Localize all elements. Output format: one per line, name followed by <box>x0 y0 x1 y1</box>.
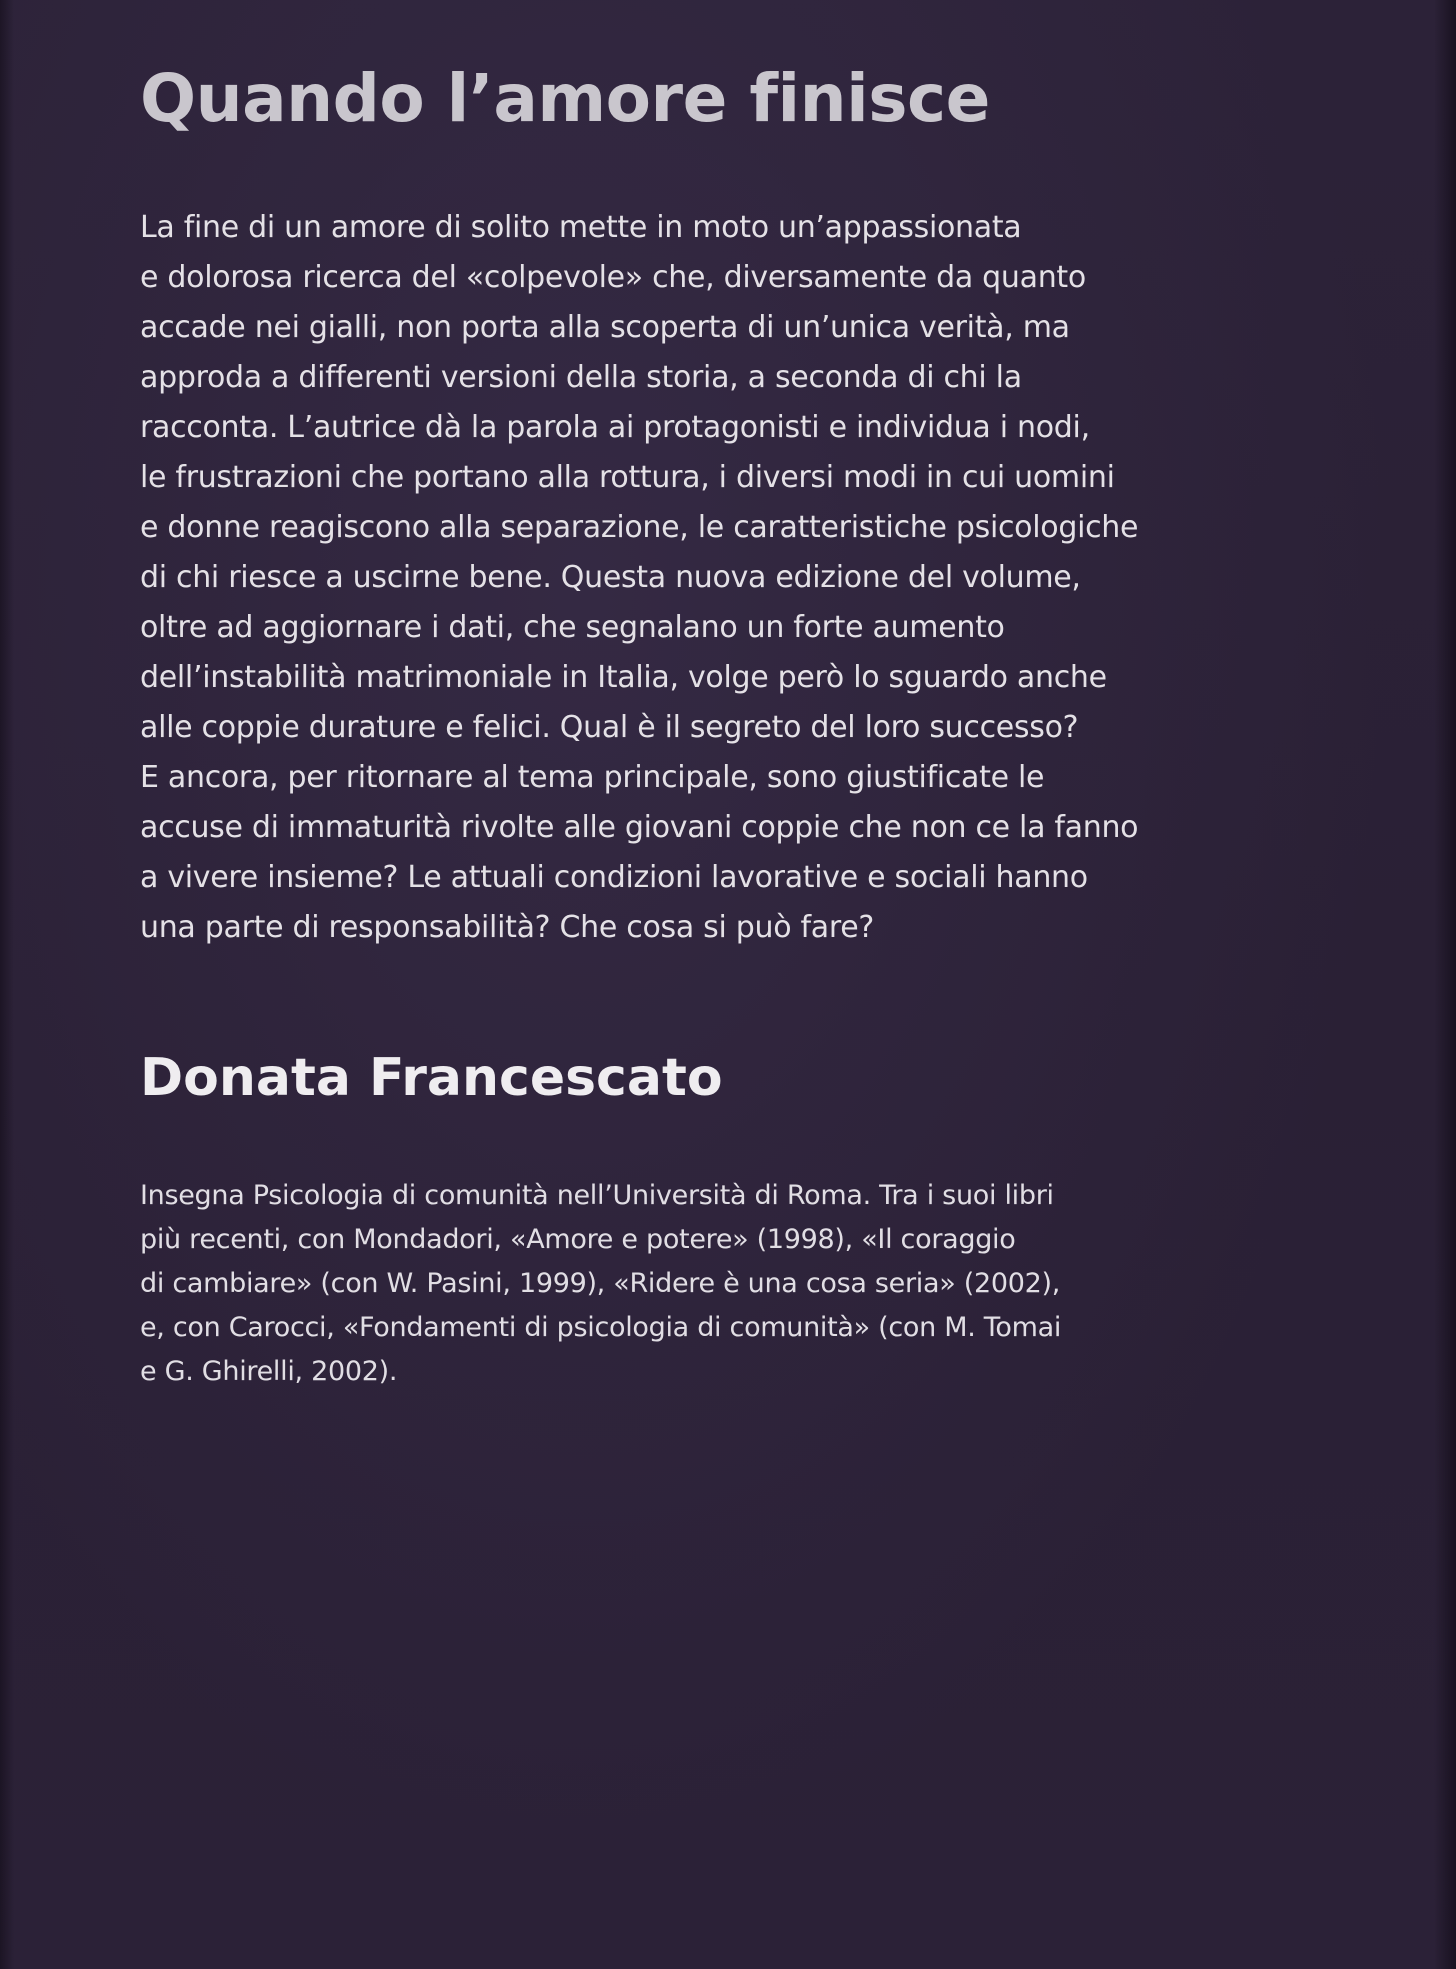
blurb-line: approda a differenti versioni della storia, a seconda di chi la <box>140 360 1022 395</box>
blurb-line: racconta. L’autrice dà la parola ai protagonisti e individua i nodi, <box>140 410 1090 445</box>
blurb-line: una parte di responsabilità? Che cosa si può fare? <box>140 910 875 945</box>
blurb-line: E ancora, per ritornare al tema principale, sono giustificate le <box>140 760 1045 795</box>
blurb-line: e donne reagiscono alla separazione, le caratteristiche psicologiche <box>140 510 1139 545</box>
blurb-line: a vivere insieme? Le attuali condizioni lavorative e sociali hanno <box>140 860 1088 895</box>
blurb-line: alle coppie durature e felici. Qual è il segreto del loro successo? <box>140 710 1079 745</box>
book-title: Quando l’amore finisce <box>140 60 990 137</box>
blurb-line: le frustrazioni che portano alla rottura, i diversi modi in cui uomini <box>140 460 1115 495</box>
cover-right-edge-shadow <box>1434 0 1456 1969</box>
bio-line: più recenti, con Mondadori, «Amore e potere» (1998), «Il coraggio <box>140 1224 1016 1255</box>
bio-line: e, con Carocci, «Fondamenti di psicologia di comunità» (con M. Tomai <box>140 1312 1062 1343</box>
blurb-line: accade nei gialli, non porta alla scoperta di un’unica verità, ma <box>140 310 1070 345</box>
bio-line: e G. Ghirelli, 2002). <box>140 1356 398 1387</box>
blurb-line: e dolorosa ricerca del «colpevole» che, diversamente da quanto <box>140 260 1086 295</box>
blurb-line: oltre ad aggiornare i dati, che segnalano un forte aumento <box>140 610 1005 645</box>
author-name: Donata Francescato <box>140 1048 723 1108</box>
blurb-line: La fine di un amore di solito mette in moto un’appassionata <box>140 210 1022 245</box>
cover-left-edge-shadow <box>0 0 14 1969</box>
author-bio <box>140 1174 1290 1394</box>
blurb-line: di chi riesce a uscirne bene. Questa nuova edizione del volume, <box>140 560 1081 595</box>
blurb-line: accuse di immaturità rivolte alle giovani coppie che non ce la fanno <box>140 810 1139 845</box>
bio-line: di cambiare» (con W. Pasini, 1999), «Ridere è una cosa seria» (2002), <box>140 1268 1060 1299</box>
book-blurb <box>140 203 1290 953</box>
bio-line: Insegna Psicologia di comunità nell’Università di Roma. Tra i suoi libri <box>140 1180 1054 1211</box>
blurb-line: dell’instabilità matrimoniale in Italia, volge però lo sguardo anche <box>140 660 1107 695</box>
